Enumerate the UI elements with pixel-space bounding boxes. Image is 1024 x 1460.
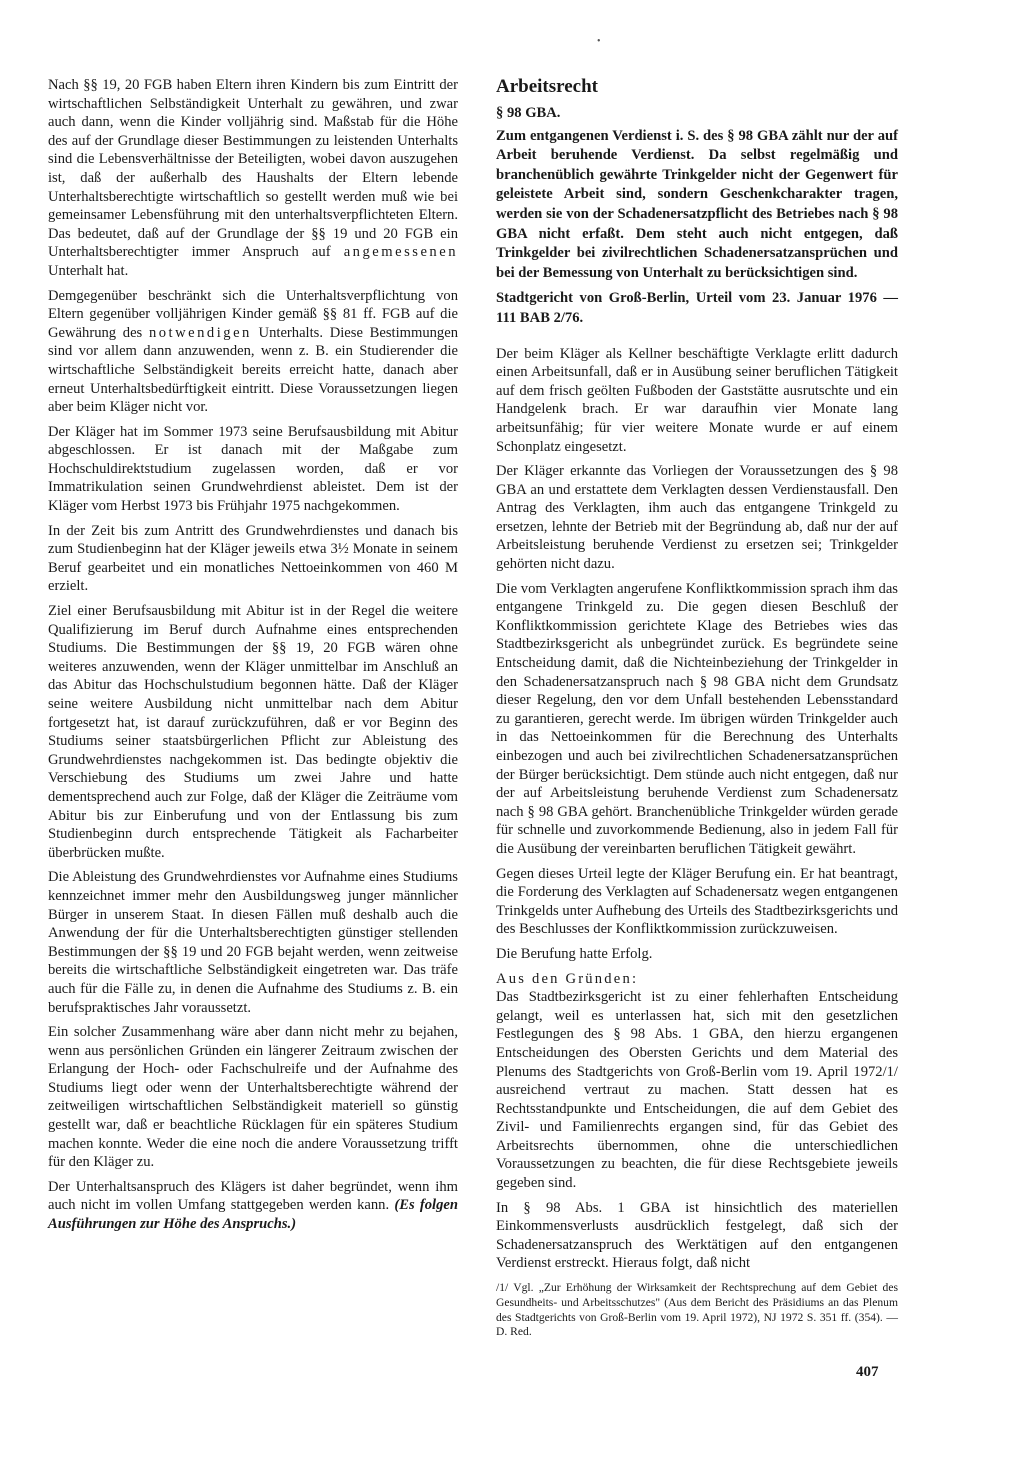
statute-reference: § 98 GBA. <box>496 105 561 121</box>
paragraph: In der Zeit bis zum Antritt des Grundwehrdienstes und danach bis zum Studienbeginn hat der Kläger jeweils etwa 3½ Monate in seinem Beruf gearbeitet und ein monatliches Nettoeinkommen von 460 M erzielt. <box>48 522 458 595</box>
emphasized-word: notwendigen <box>148 324 252 341</box>
reasons-heading: Aus den Gründen: <box>496 970 639 987</box>
paragraph: Die Ableistung des Grundwehrdienstes vor Aufnahme eines Studiums kennzeichnet immer mehr den Ausbildungsweg junger männlicher Bürger in unserem Staat. In diesen Fällen muß deshalb auch die Anwendung der für die Unterhaltsberechtigten günstiger stellenden Bestimmungen der §§ 19 und 20 FGB bejaht werden, wenn zeitweise bereits die wirtschaftliche Selbständigkeit eingetreten war. Das träfe auch für die Fälle zu, in denen die Aufnahme des Studiums z. B. ein berufspraktisches Jahr voraussetzt. <box>48 869 458 1016</box>
headnote: Zum entgangenen Verdienst i. S. des § 98 GBA zählt nur der auf Arbeit beruhende Verdienst. Da selbst regelmäßig und branchenüblich gewährte Trinkgelder nicht der Gegenwert für geleistete Arbeit sind, sondern Geschenkcharakter tragen, werden sie von der Schadenersatzpflicht des Betriebes nach § 98 GBA nicht erfaßt. Dem steht auch nicht entgegen, daß Trinkgelder bei zivilrechtlichen Schadenersatzansprüchen und bei der Bemessung von Unterhalt zu berücksichtigen sind. <box>496 127 898 281</box>
paragraph: Der beim Kläger als Kellner beschäftigte Verklagte erlitt dadurch einen Arbeitsunfall, daß er in Ausübung seiner beruflichen Tätigkeit auf dem frisch geölten Fußboden der Gaststätte ausrutschte und ein Handgelenk brach. Er war daraufhin vier Monate lang arbeitsunfähig; für vier weitere Monate wurde er auf einem Schonplatz eingesetzt. <box>496 345 898 455</box>
text-span: Unterhalts. Diese Bestimmungen sind vor allem dann anzuwenden, wenn z. B. ein Studierender die wirtschaftliche Selbständigkeit bereits erreicht hatte, danach aber erneut Unterhaltsbedürftigkeit eintritt. Diese Voraussetzungen liegen aber beim Kläger nicht vor. <box>48 324 458 416</box>
section-heading: Arbeitsrecht <box>496 76 599 97</box>
paragraph: Gegen dieses Urteil legte der Kläger Berufung ein. Er hat beantragt, die Forderung des Verklagten auf Schadenersatz wegen entgangenen Trinkgelds unter Aufhebung des Urteils des Stadtbezirksgerichts und des Beschlusses der Konfliktkommission zurückzuweisen. <box>496 865 898 938</box>
paragraph <box>48 287 458 417</box>
paragraph: Der Kläger hat im Sommer 1973 seine Berufsausbildung mit Abitur abgeschlossen. Er ist danach mit der Maßgabe zum Hochschuldirektstudium zugelassen worden, daß er vor Immatrikulation seinen Grundwehrdienst ableistet. Dem ist der Kläger vom Herbst 1973 bis Frühjahr 1975 nachgekommen. <box>48 423 458 515</box>
left-column <box>48 76 458 1240</box>
text-span: Nach §§ 19, 20 FGB haben Eltern ihren Kindern bis zum Eintritt der wirtschaftlichen Selbständigkeit Unterhalt zu gewähren, und zwar auch dann, wenn die Kinder volljährig sind. Maßstab für die Höhe des auf der Grundlage dieser Bestimmungen zu leistenden Unterhalts sind die Lebensverhältnisse der Beteiligten, wobei davon auszugehen ist, daß der außerhalb des Haushalts der Eltern lebende Unterhaltsberechtigte wirtschaftlich so gestellt werden muß wie bei gemeinsamer Lebensführung mit den unterhaltsverpflichteten Eltern. Das bedeutet, daß auf der Grundlage der §§ 19 und 20 FGB ein Unterhaltsberechtigter immer Anspruch auf <box>48 77 458 261</box>
paragraph: Ein solcher Zusammenhang wäre aber dann nicht mehr zu bejahen, wenn aus persönlichen Gründen ein längerer Zeitraum zwischen der Erlangung der Hoch- oder Fachschulreife und der Aufnahme des Studiums liegt oder wenn der Unterhaltsberechtigte während der zeitweiligen wirtschaftlichen Selbständigkeit materiell so günstig gestellt war, daß er beachtliche Rücklagen für ein späteres Studium machen konnte. Weder die eine noch die andere Voraussetzung trifft für den Kläger zu. <box>48 1024 458 1171</box>
paragraph: Die vom Verklagten angerufene Konfliktkommission sprach ihm das entgangene Trinkgeld zu. Die gegen diesen Beschluß der Konfliktkommission gerichtete Klage des Betriebes wies das Stadtbezirksgericht als unbegründet zurück. Es begründete seine Entscheidung damit, daß die Nichteinbeziehung der Trinkgelder in den Schadenersatzanspruch nach § 98 GBA nicht dem Grundsatz dieser Regelung, den vor dem Unfall bestehenden Lebensstandard zu garantieren, gerecht werde. Im übrigen würden Trinkgelder auch in das Nettoeinkommen für die Berechnung des Unterhalts einbezogen und auch bei zivilrechtlichen Schadenersatzansprüchen der Bürger berücksichtigt. Dem stünde auch nicht entgegen, daß nur der auf Arbeitsleistung beruhende Verdienst zum Schadenersatz nach § 98 GBA gehört. Branchenübliche Trinkgelder würden gerade für schnelle und zuvorkommende Bedienung, also in jedem Fall für die Ausübung der vereinbarten beruflichen Tätigkeit gewährt. <box>496 580 898 857</box>
text-span: Unterhalt hat. <box>48 262 129 279</box>
paragraph: In § 98 Abs. 1 GBA ist hinsichtlich des materiellen Einkommensverlusts ausdrücklich festgelegt, daß sich der Schadenersatzanspruch des Werktätigen auf den entgangenen Verdienst erstreckt. Hieraus folgt, daß nicht <box>496 1199 898 1272</box>
right-column <box>496 76 898 1352</box>
text-span: Der Unterhaltsanspruch des Klägers ist daher begründet, wenn ihm auch nicht im vollen Umfang stattgegeben werden kann. <box>48 1178 458 1214</box>
paragraph <box>48 76 458 281</box>
paragraph: Das Stadtbezirksgericht ist zu einer fehlerhaften Entscheidung gelangt, weil es unterlassen hat, sich mit den gesetzlichen Festlegungen des § 98 Abs. 1 GBA, den hierzu ergangenen Entscheidungen des Obersten Gerichts und dem Material des Plenums des Stadtgerichts von Groß-Berlin vom 19. April 1972/1/ ausreichend vertraut zu machen. Statt dessen hat es Rechtsstandpunkte und Entscheidungen, die auf dem Gebiet des Zivil- und Familienrechts ergangen sind, für das Gebiet des Arbeitsrechts übernommen, ohne die unterschiedlichen Voraussetzungen zu beachten, die für diese Rechtsgebiete jeweils gegeben sind. <box>496 989 898 1192</box>
page-mark: • <box>597 36 601 47</box>
court-citation: Stadtgericht von Groß-Berlin, Urteil vom 23. Januar 1976 — 111 BAB 2/76. <box>496 290 898 326</box>
page-number: 407 <box>856 1364 879 1380</box>
paragraph: Ziel einer Berufsausbildung mit Abitur ist in der Regel die weitere Qualifizierung im Beruf durch Aufnahme eines entsprechenden Studiums. Die Bestimmungen der §§ 19, 20 FGB wären ohne weiteres anzuwenden, wenn der Kläger unmittelbar im Anschluß an das Abitur das Hochschulstudium begonnen hätte. Daß der Kläger seine weitere Ausbildung nicht unmittelbar nach dem Abitur fortgesetzt hat, ist darauf zurückzuführen, daß er vor Beginn des Studiums seiner staatsbürgerlichen Pflicht zur Ableistung des Grundwehrdienstes nachgekommen ist. Das bedingte objektiv die Verschiebung des Studiums um zwei Jahre und hatte dementsprechend auch zur Folge, daß der Kläger die Zeiträume vom Abitur bis zur Einberufung und von der Entlassung bis zum Studienbeginn durch entsprechende Tätigkeit als Facharbeiter überbrücken mußte. <box>48 603 458 861</box>
emphasized-word: angemessenen <box>343 244 458 261</box>
paragraph: Die Berufung hatte Erfolg. <box>496 945 653 962</box>
text-span: Demgegenüber beschränkt sich die Unterhaltsverpflichtung von Eltern gegenüber volljährigen Kinder gemäß §§ 81 ff. FGB auf die Gewährung des <box>48 287 458 341</box>
footnote: /1/ Vgl. „Zur Erhöhung der Wirksamkeit der Rechtsprechung auf dem Gebiet des Gesundheits- und Arbeitsschutzes" (Aus dem Bericht des Präsidiums an das Plenum des Stadtgerichts von Groß-Berlin vom 19. April 1972), NJ 1972 S. 351 ff. (354). — D. Red. <box>496 1281 898 1339</box>
editorial-note: (Es folgen Ausführungen zur Höhe des Anspruchs.) <box>48 1197 458 1233</box>
paragraph <box>48 1178 458 1234</box>
paragraph: Der Kläger erkannte das Vorliegen der Voraussetzungen des § 98 GBA an und erstattete dem Verklagten dessen Verdienstausfall. Den Antrag des Verklagten, ihm auch das entgangene Trinkgeld zu ersetzen, lehnte der Betrieb mit der Begründung ab, daß nur der auf Arbeitsleistung beruhende Verdienst zu ersetzen sei; Trinkgelder gehörten nicht dazu. <box>496 463 898 573</box>
